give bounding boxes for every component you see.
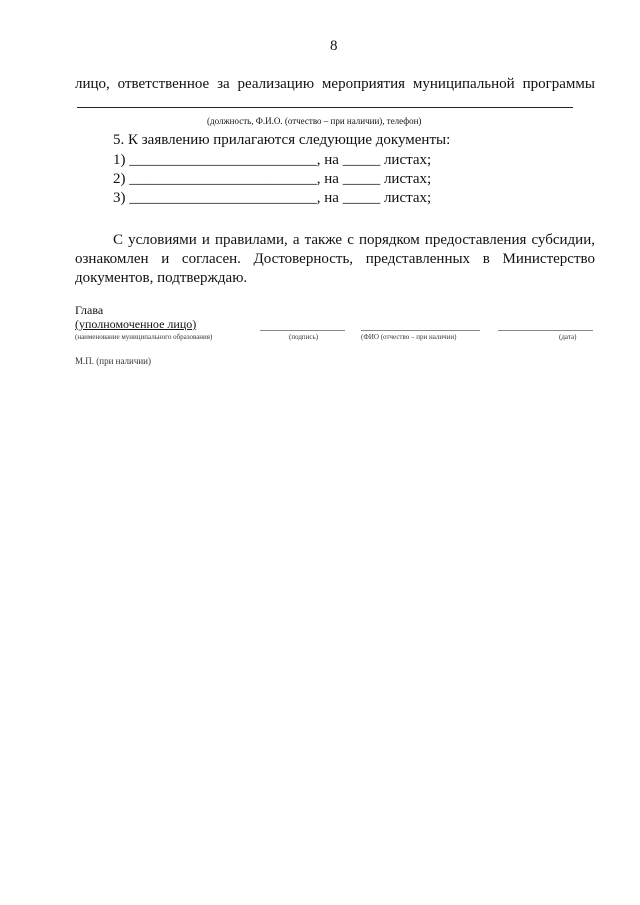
item-mid: , на [316, 152, 339, 168]
caption-date: (дата) [559, 333, 577, 341]
pages-blank: _____ [342, 152, 381, 168]
attachment-item-1 [113, 151, 431, 170]
page-number: 8 [330, 38, 338, 54]
pages-blank: _____ [342, 171, 381, 187]
name-blank [361, 330, 480, 331]
agreement-line-3: документов, подтверждаю. [75, 270, 248, 286]
stamp-note: М.П. (при наличии) [75, 356, 151, 366]
date-blank [498, 330, 593, 331]
responsible-person-caption: (должность, Ф.И.О. (отчество – при наличии), телефон) [207, 116, 422, 126]
item-mid: , на [316, 171, 339, 187]
caption-signature: (подпись) [289, 333, 319, 341]
agreement-line-2: ознакомлен и согласен. Достоверность, представленных в Министерство [75, 251, 595, 267]
document-blank: _________________________ [129, 190, 317, 206]
attachment-item-2 [113, 170, 431, 189]
responsible-person-blank [77, 107, 573, 108]
agreement-line-1: С условиями и правилами, а также с порядком предоставления субсидии, [113, 232, 595, 248]
item-tail: листах; [383, 171, 432, 187]
document-blank: _________________________ [129, 171, 317, 187]
item-number: 2) [113, 171, 126, 187]
signature-role: (уполномоченное лицо) [75, 317, 197, 331]
item-number: 1) [113, 152, 126, 168]
attachments-heading: 5. К заявлению прилагаются следующие документы: [113, 132, 451, 148]
responsible-person-line: лицо, ответственное за реализацию мероприятия муниципальной программы [75, 76, 595, 92]
item-mid: , на [316, 190, 339, 206]
attachment-item-3 [113, 189, 431, 208]
document-blank: _________________________ [129, 152, 317, 168]
caption-organization: (наименование муниципального образования) [75, 333, 213, 341]
item-tail: листах; [383, 152, 432, 168]
caption-name: (ФИО (отчество – при наличии) [361, 333, 457, 341]
item-number: 3) [113, 190, 126, 206]
signature-blank [260, 330, 345, 331]
item-tail: листах; [383, 190, 432, 206]
pages-blank: _____ [342, 190, 381, 206]
signature-title: Глава [75, 303, 104, 317]
